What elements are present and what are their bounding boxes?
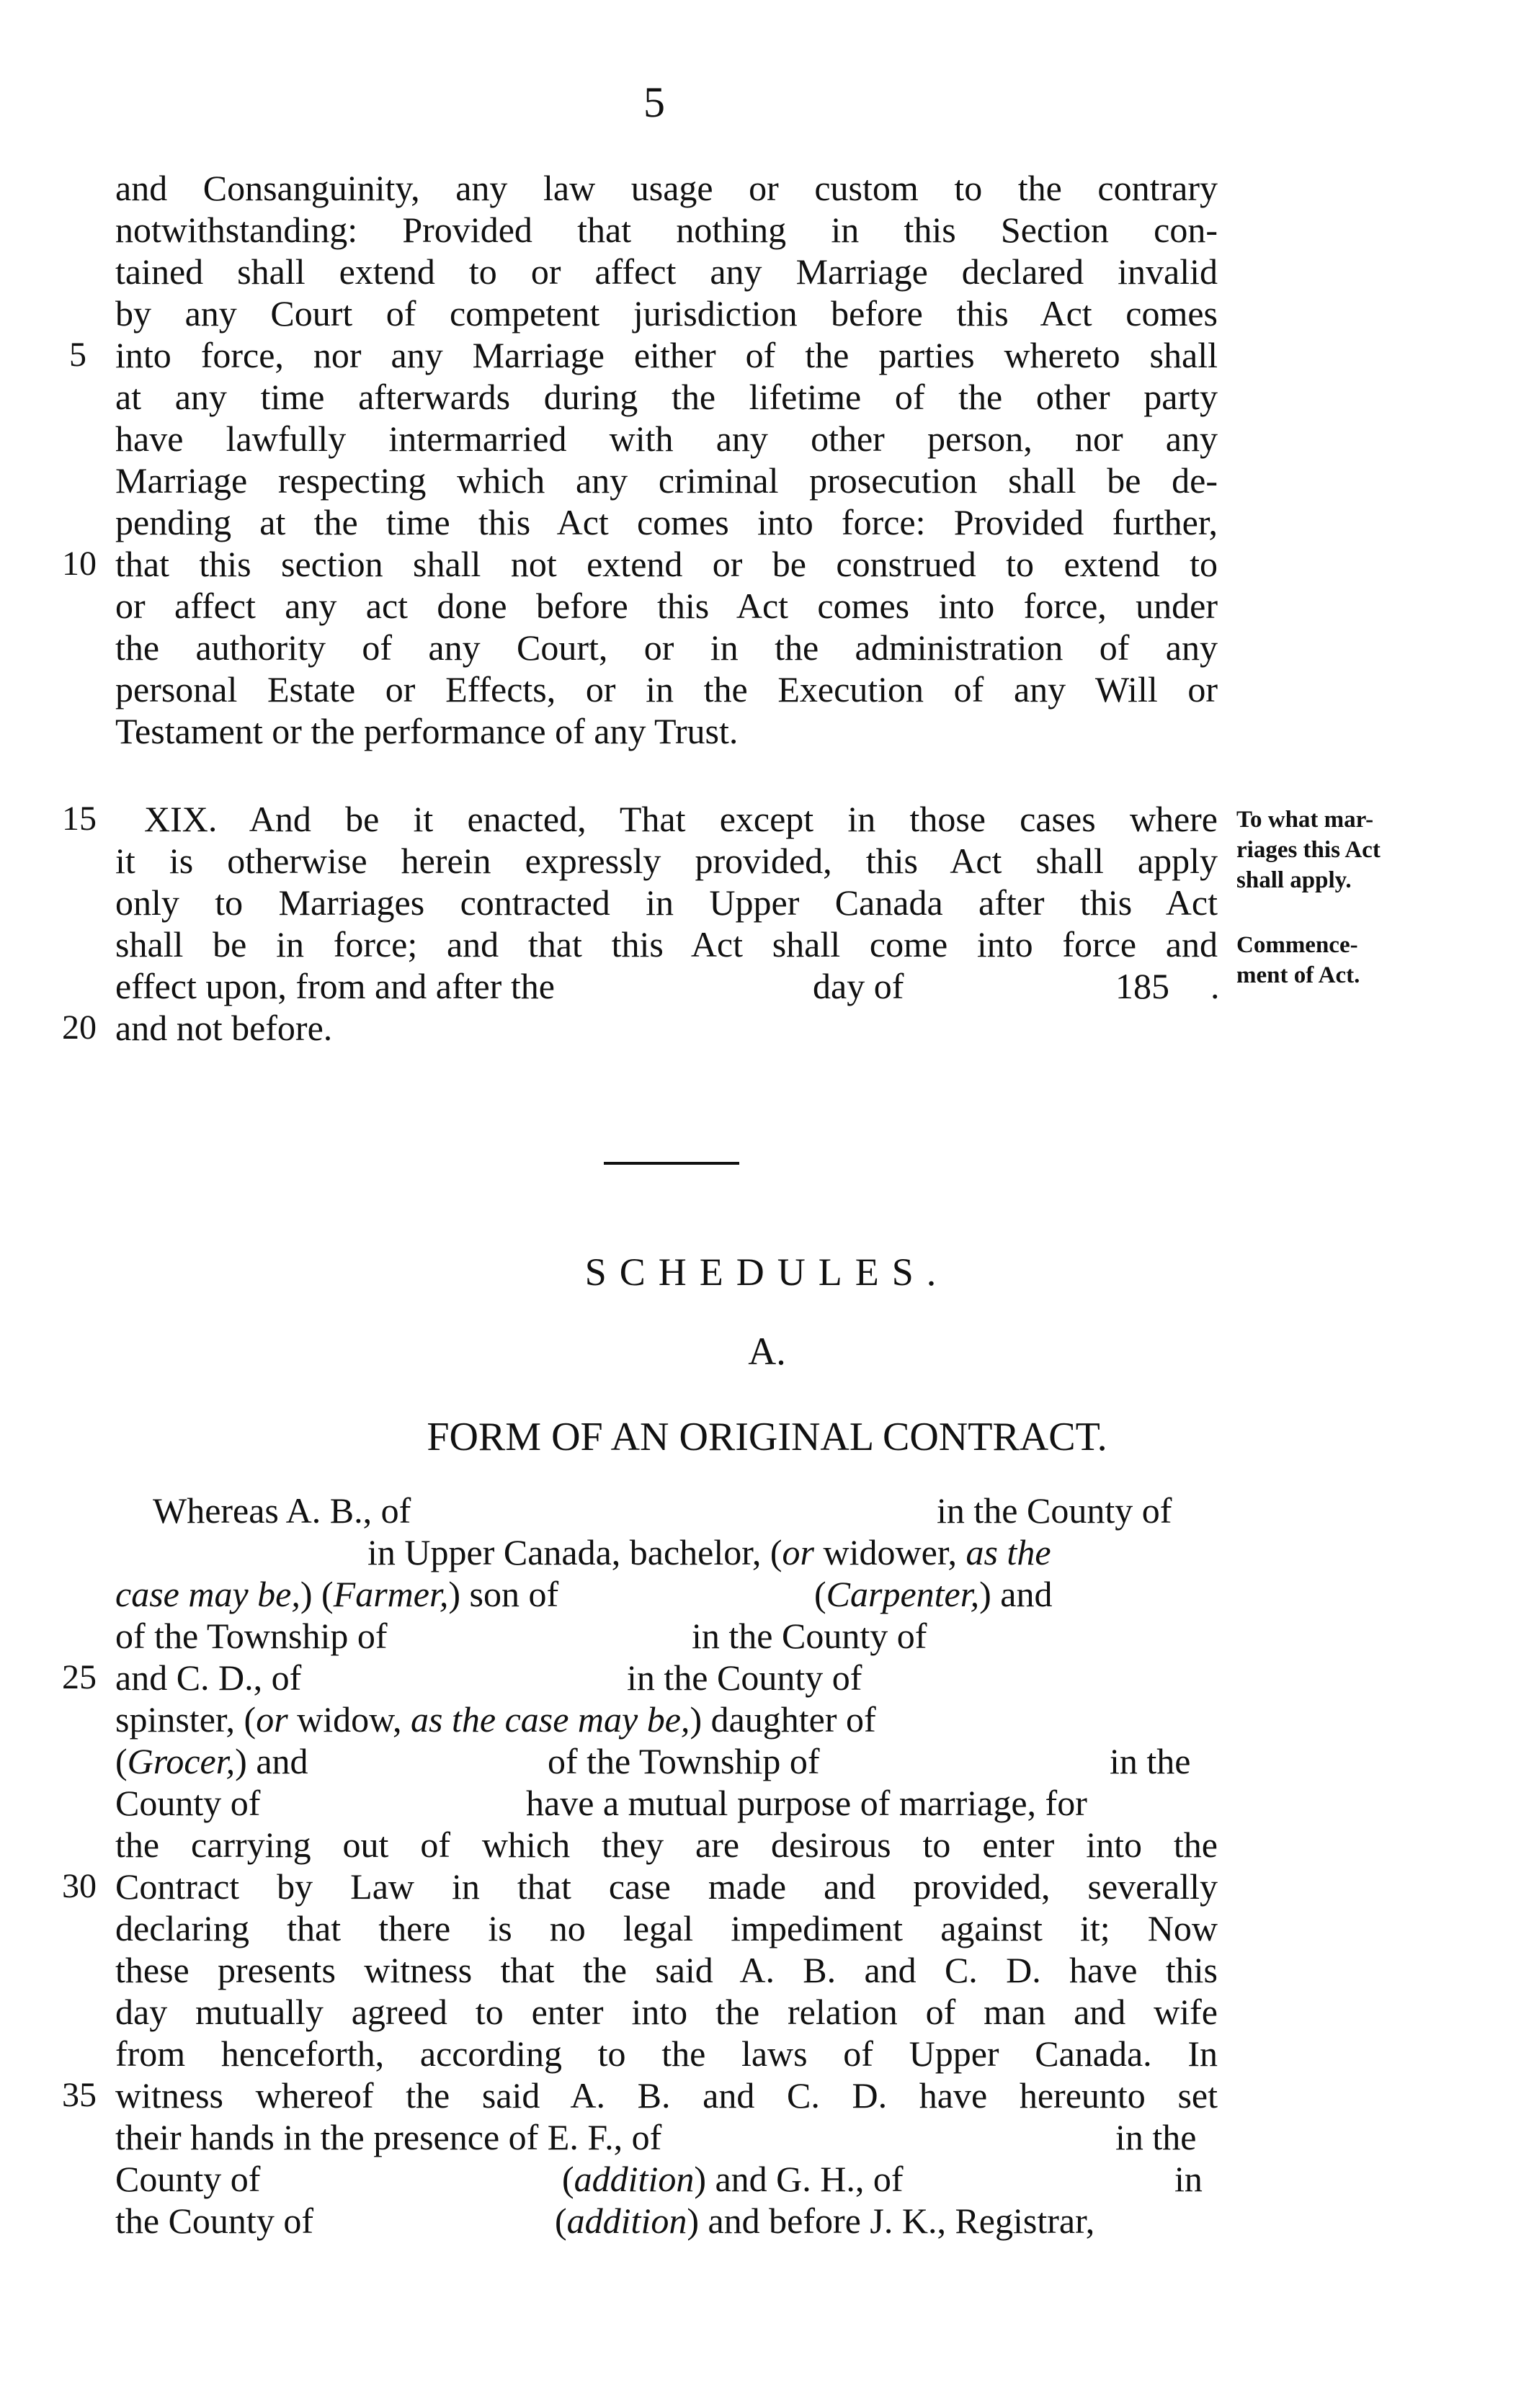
text-fragment: widow, [287, 1699, 411, 1740]
contract-line [0, 1615, 1534, 1657]
line-number: 5 [69, 336, 86, 374]
text-line: at any time afterwards during the lifetime of the other party [115, 377, 1218, 417]
text-fragment: as the [966, 1532, 1051, 1572]
text-fragment: County of [115, 1783, 261, 1823]
text-line: shall be in force; and that this Act shall come into force and [115, 924, 1218, 964]
text-fragment: ) ( [300, 1574, 334, 1614]
text-fragment: Whereas A. B., of [153, 1490, 411, 1531]
text-fragment: effect upon, from and after the [115, 966, 555, 1006]
text-fragment: in the County of [627, 1657, 862, 1698]
text-fragment: ) son of [448, 1574, 559, 1614]
text-fragment: ( [115, 1741, 128, 1781]
text-line: have lawfully intermarried with any other person, nor any [115, 419, 1218, 459]
contract-line [0, 2116, 1534, 2158]
contract-line [0, 1531, 1534, 1573]
text-fragment: 185 [1115, 966, 1169, 1006]
text-fragment: case may be, [115, 1574, 300, 1614]
text-fragment: in the County of [692, 1616, 927, 1656]
text-fragment: or [782, 1532, 815, 1572]
text-fragment: spinster, ( [115, 1699, 257, 1740]
text-fragment: have a mutual purpose of marriage, for [526, 1783, 1087, 1823]
text-fragment: in the [1115, 2117, 1197, 2157]
text-fragment: in [1174, 2159, 1203, 2199]
text-line: by any Court of competent jurisdiction before this Act comes [115, 293, 1218, 334]
line-number: 20 [62, 1008, 97, 1047]
text-fragment: as the case may be, [411, 1699, 690, 1740]
text-fragment: day of [813, 966, 904, 1006]
contract-line: the County of (addition) and before J. K., Registrar, [115, 2201, 1095, 2241]
text-fragment: in the County of [937, 1490, 1172, 1531]
contract-line: Contract by Law in that case made and provided, severally [115, 1866, 1218, 1907]
text-line: or affect any act done before this Act comes into force, under [115, 586, 1218, 626]
contract-line [0, 1782, 1534, 1824]
text-fragment: of the Township of [548, 1741, 820, 1781]
contract-line: witness whereof the said A. B. and C. D. have hereunto set [115, 2075, 1218, 2116]
text-line: Testament or the performance of any Trust. [115, 711, 739, 751]
text-line: tained shall extend to or affect any Marriage declared invalid [115, 251, 1218, 292]
text-line: into force, nor any Marriage either of the parties whereto shall [115, 335, 1218, 375]
line-number: 15 [62, 800, 97, 838]
contract-line [0, 1573, 1534, 1615]
text-line: it is otherwise herein expressly provided, this Act shall apply [115, 841, 1218, 881]
contract-line [0, 1657, 1534, 1698]
contract-line: County of (addition) and G. H., of in [115, 2159, 1203, 2199]
schedule-letter: A. [748, 1330, 786, 1373]
margin-note-line: shall apply. [1236, 867, 1352, 893]
margin-note-line: To what mar- [1236, 807, 1374, 833]
text-fragment: County of [115, 2159, 261, 2199]
text-line: personal Estate or Effects, or in the Execution of any Will or [115, 669, 1218, 710]
contract-line: these presents witness that the said A. B. and C. D. have this [115, 1950, 1218, 1990]
text-fragment: ) and before J. K., Registrar, [687, 2201, 1095, 2241]
line-number: 10 [62, 545, 97, 583]
margin-note-line: ment of Act. [1236, 962, 1360, 988]
text-fragment: addition [566, 2201, 687, 2241]
text-fragment: addition [574, 2159, 695, 2199]
text-fragment: ) and [979, 1574, 1053, 1614]
contract-line: the carrying out of which they are desirous to enter into the [115, 1825, 1218, 1865]
text-line: XIX. And be it enacted, That except in those cases where [144, 799, 1218, 839]
contract-line [0, 1490, 1534, 1531]
text-fragment: Grocer, [127, 1741, 236, 1781]
page-number: 5 [643, 79, 665, 126]
text-fragment: of the Township of [115, 1616, 388, 1656]
text-line: that this section shall not extend or be construed to extend to [115, 544, 1218, 584]
contract-line: day mutually agreed to enter into the relation of man and wife [115, 1992, 1218, 2032]
margin-note-line: Commence- [1236, 932, 1358, 958]
section-divider [604, 1162, 739, 1165]
text-fragment: . [1210, 966, 1220, 1006]
text-fragment: in Upper Canada, bachelor, ( [367, 1532, 782, 1572]
text-line: and not before. [115, 1008, 333, 1048]
contract-line: from henceforth, according to the laws of Upper Canada. In [115, 2033, 1218, 2074]
text-line: the authority of any Court, or in the administration of any [115, 627, 1218, 668]
text-fragment: widower, [814, 1532, 966, 1572]
text-fragment: ) daughter of [690, 1699, 876, 1740]
text-fragment: and C. D., of [115, 1657, 302, 1698]
text-line: notwithstanding: Provided that nothing in this Section con- [115, 210, 1218, 250]
contract-line: declaring that there is no legal impediment against it; Now [115, 1908, 1218, 1948]
text-fragment: Farmer, [333, 1574, 449, 1614]
schedules-heading: SCHEDULES. [584, 1250, 950, 1294]
text-line: Marriage respecting which any criminal prosecution shall be de- [115, 460, 1218, 501]
margin-note-line: riages this Act [1236, 837, 1381, 863]
text-fragment: ) and [235, 1741, 308, 1781]
text-fragment: ( [814, 1574, 826, 1614]
text-line: and Consanguinity, any law usage or custom to the contrary [115, 168, 1218, 208]
text-fragment: in the [1110, 1741, 1191, 1781]
line-number: 30 [62, 1867, 97, 1905]
text-fragment: the County of [115, 2201, 313, 2241]
text-line: pending at the time this Act comes into force: Provided further, [115, 502, 1218, 542]
contract-line [0, 1698, 1534, 1740]
line-number: 35 [62, 2076, 97, 2114]
text-line: only to Marriages contracted in Upper Canada after this Act [115, 882, 1218, 923]
contract-line [0, 1740, 1534, 1782]
text-fragment: ) and G. H., of [694, 2159, 904, 2199]
text-fragment: or [256, 1699, 288, 1740]
form-title: FORM OF AN ORIGINAL CONTRACT. [427, 1415, 1107, 1459]
line-number: 25 [62, 1658, 97, 1696]
text-fragment: their hands in the presence of E. F., of [115, 2117, 662, 2157]
text-fragment: Carpenter, [826, 1574, 980, 1614]
